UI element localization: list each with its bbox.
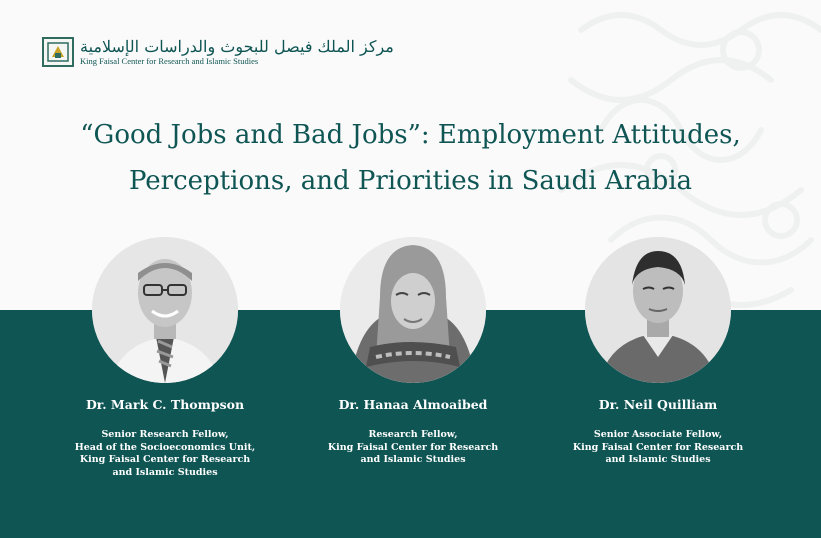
speaker-photo-neil-quilliam [585, 237, 731, 383]
center-logo[interactable] [42, 37, 394, 67]
speaker-role-2-line-3: and Islamic Studies [360, 454, 466, 465]
logo-emblem-icon [42, 37, 74, 67]
speaker-name-2: Dr. Hanaa Almoaibed [338, 397, 488, 412]
speaker-name-3: Dr. Neil Quilliam [598, 397, 718, 412]
speaker-role-1-line-1: Senior Research Fellow, [101, 429, 229, 440]
event-title-line-1: “Good Jobs and Bad Jobs”: Employment Attitudes, [80, 120, 741, 150]
event-title [0, 112, 821, 204]
event-title-line-2: Perceptions, and Priorities in Saudi Arabia [128, 166, 693, 196]
speaker-role-3-line-1: Senior Associate Fellow, [593, 429, 723, 440]
speaker-role-1-line-4: and Islamic Studies [112, 466, 218, 478]
speaker-role-2-line-1: Research Fellow, [368, 429, 458, 440]
speaker-role-1-line-2: Head of the Socioeconomics Unit, [74, 441, 256, 453]
speaker-role-3-line-3: and Islamic Studies [605, 454, 711, 465]
speaker-role-1 [35, 429, 295, 479]
speaker-name-1: Dr. Mark C. Thompson [85, 397, 245, 412]
speaker-role-2-line-2: King Faisal Center for Research [327, 441, 499, 453]
speaker-role-1-line-3: King Faisal Center for Research [79, 454, 251, 465]
speaker-role-3 [528, 429, 788, 467]
logo-english-text: King Faisal Center for Research and Islamic Studies [80, 56, 259, 66]
logo-arabic-text: مركز الملك فيصل للبحوث والدراسات الإسلامية [80, 37, 394, 56]
speaker-role-2 [283, 429, 543, 467]
speaker-role-3-line-2: King Faisal Center for Research [572, 441, 744, 453]
speaker-photo-mark-thompson [92, 237, 238, 383]
speaker-photo-hanaa-almoaibed [340, 237, 486, 383]
